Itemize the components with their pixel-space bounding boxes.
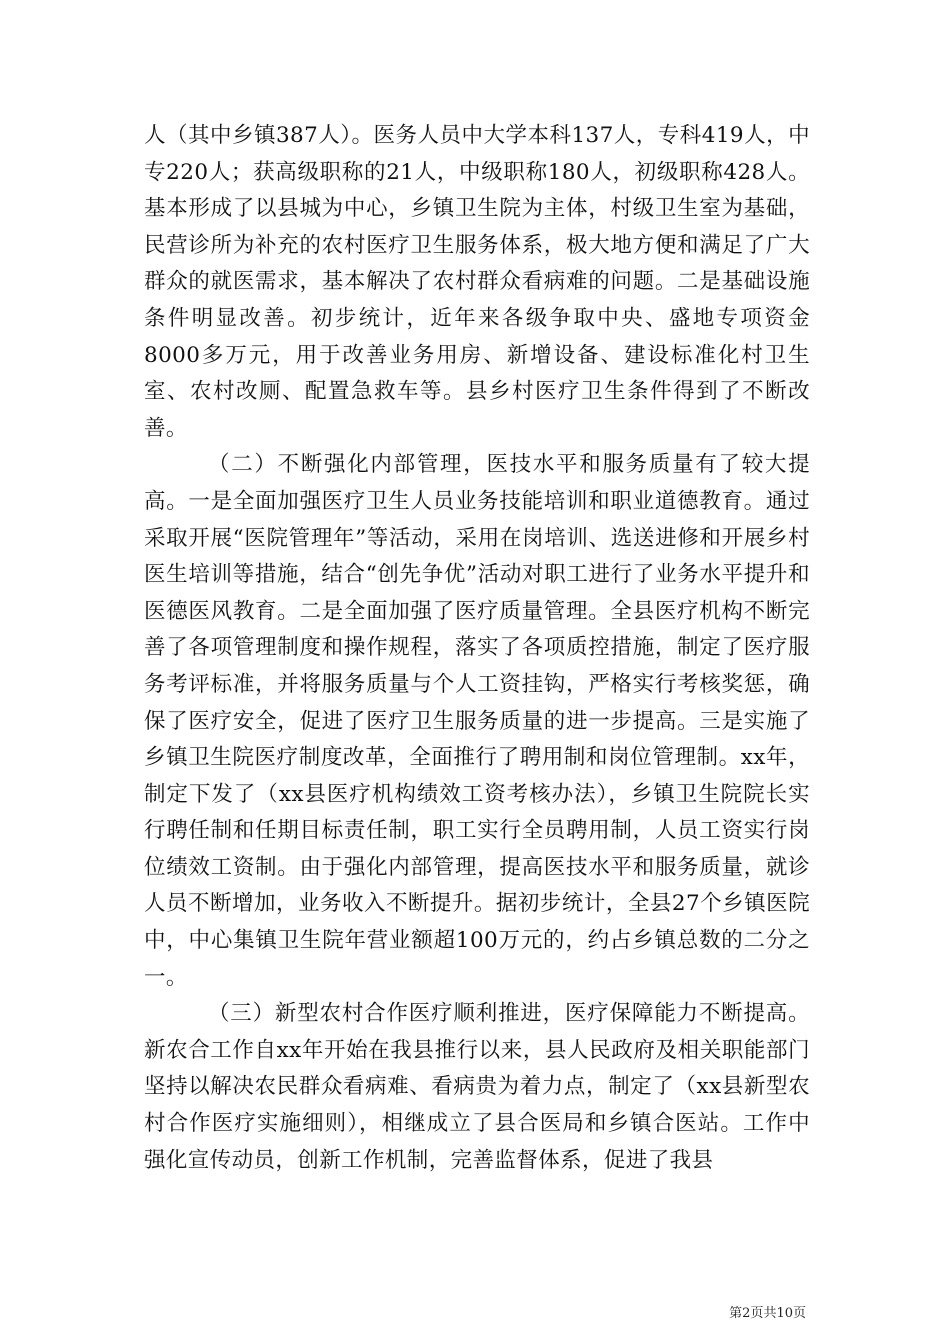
paragraph-staff-and-facilities: 人（其中乡镇387人）。医务人员中大学本科137人，专科419人，中专220人；获高级职称的21人，中级职称180人，初级职称428人。基本形成了以县城为中心，乡镇卫生院为主体，村级卫生室为基础，民营诊所为补充的农村医疗卫生服务体系，极大地方便和满足了广大群众的就医需求，基本解决了农村群众看病难的问题。二是基础设施条件明显改善。初步统计，近年来各级争取中央、盛地专项资金8000多万元，用于改善业务用房、新增设备、建设标准化村卫生室、农村改厕、配置急救车等。县乡村医疗卫生条件得到了不断改善。 xyxy=(144,123,810,441)
paragraph-internal-management: （二）不断强化内部管理，医技水平和服务质量有了较大提高。一是全面加强医疗卫生人员业务技能培训和职业道德教育。通过采取开展“医院管理年”等活动，采用在岗培训、选送进修和开展乡村医生培训等措施，结合“创先争优”活动对职工进行了业务水平提升和医德医风教育。二是全面加强了医疗质量管理。全县医疗机构不断完善了各项管理制度和操作规程，落实了各项质控措施，制定了医疗服务考评标准，并将服务质量与个人工资挂钩，严格实行考核奖惩，确保了医疗安全，促进了医疗卫生服务质量的进一步提高。三是实施了乡镇卫生院医疗制度改革，全面推行了聘用制和岗位管理制。xx年，制定下发了（xx县医疗机构绩效工资考核办法），乡镇卫生院院长实行聘任制和任期目标责任制，职工实行全员聘用制，人员工资实行岗位绩效工资制。由于强化内部管理，提高医技水平和服务质量，就诊人员不断增加，业务收入不断提升。据初步统计，全县27个乡镇医院中，中心集镇卫生院年营业额超100万元的，约占乡镇总数的二分之一。 xyxy=(144,452,810,990)
paragraph-rural-cooperative-medical: （三）新型农村合作医疗顺利推进，医疗保障能力不断提高。新农合工作自xx年开始在我县推行以来，县人民政府及相关职能部门坚持以解决农民群众看病难、看病贵为着力点，制定了（xx县新型农村合作医疗实施细则），相继成立了县合医局和乡镇合医站。工作中强化宣传动员，创新工作机制，完善监督体系，促进了我县 xyxy=(144,1001,810,1173)
document-body xyxy=(144,118,810,1179)
page-number-footer: 第2页共10页 xyxy=(729,1306,806,1321)
